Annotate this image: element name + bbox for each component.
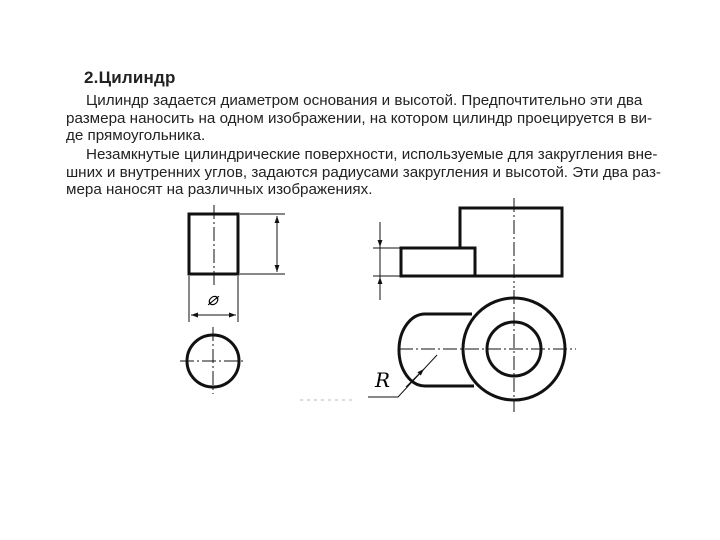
part-front-view bbox=[373, 198, 562, 300]
paragraph-line: мера наносят на различных изображениях. bbox=[66, 181, 373, 198]
paragraph-line: Незамкнутые цилиндрические поверхности, используемые для закругления вне- bbox=[86, 146, 658, 163]
cylinder-top-view bbox=[180, 327, 246, 394]
radius-label: R bbox=[375, 368, 391, 392]
paragraph-line: шних и внутренних углов, задаются радиусами закругления и высотой. Эти два раз- bbox=[66, 163, 661, 181]
paragraph-line: де прямоугольника. bbox=[66, 127, 206, 144]
paragraph-line: размера наносить на одном изображении, на котором цилиндр проецируется в ви- bbox=[66, 109, 653, 127]
paragraph-line: Цилиндр задается диаметром основания и высотой. Предпочтительно эти два bbox=[86, 92, 643, 109]
diameter-symbol: ⌀ bbox=[207, 289, 218, 310]
section-title: 2.Цилиндр bbox=[84, 68, 176, 87]
cylinder-front-view bbox=[189, 205, 285, 322]
part-top-view bbox=[368, 290, 576, 412]
